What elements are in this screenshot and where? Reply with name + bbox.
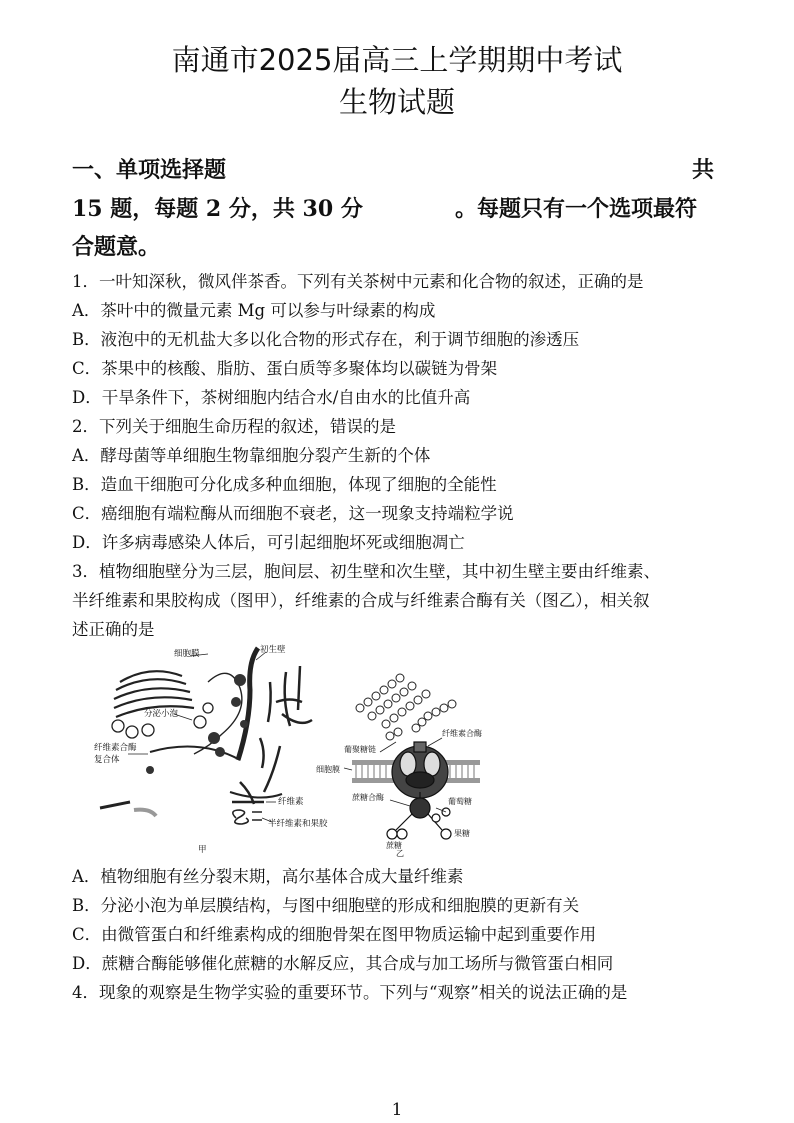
label-synthase-complex-1: 纤维素合酶 — [94, 743, 137, 753]
label-glucan-chain: 葡聚糖链 — [344, 745, 376, 754]
option-b: B．造血干细胞可分化成多种血细胞，体现了细胞的全能性 — [72, 475, 497, 494]
option-a: A．酵母菌等单细胞生物靠细胞分裂产生新的个体 — [72, 446, 431, 465]
label-hemicellulose-pectin: 半纤维素和果胶 — [268, 819, 328, 829]
cellulose-synthase-protein — [392, 742, 448, 798]
option-b: B．液泡中的无机盐大多以化合物的形式存在，利于调节细胞的渗透压 — [72, 330, 580, 349]
section-instruction-part2: 。每题只有一个选项最符 — [455, 196, 698, 222]
question-stem: 述正确的是 — [72, 620, 155, 639]
section-instruction-part3: 合题意。 — [72, 234, 161, 260]
question-stem: 3．植物细胞壁分为三层，胞间层、初生壁和次生壁，其中初生壁主要由纤维素、 — [72, 562, 660, 581]
sucrose-synthase — [387, 792, 451, 839]
question-stem: 4．现象的观察是生物学实验的重要环节。下列与“观察”相关的说法正确的是 — [72, 983, 628, 1002]
option-d: D．干旱条件下，茶树细胞内结合水/自由水的比值升高 — [72, 388, 471, 407]
question-stem: 半纤维素和果胶构成（图甲），纤维素的合成与纤维素合酶有关（图乙），相关叙 — [72, 591, 650, 610]
section-heading-tail: 共 — [692, 157, 715, 183]
label-vesicle: 分泌小泡 — [144, 709, 179, 719]
option-a: A．茶叶中的微量元素 Mg 可以参与叶绿素的构成 — [72, 301, 436, 320]
exam-title: 南通市2025届高三上学期期中考试 — [171, 43, 623, 77]
subject-title: 生物试题 — [338, 85, 455, 119]
option-d: D．许多病毒感染人体后，可引起细胞坏死或细胞凋亡 — [72, 533, 465, 552]
option-c: C．由微管蛋白和纤维素构成的细胞骨架在图甲物质运输中起到重要作用 — [72, 925, 597, 944]
option-c: C．茶果中的核酸、脂肪、蛋白质等多聚体均以碳链为骨架 — [72, 359, 498, 378]
hemicellulose-squiggle — [233, 810, 248, 824]
label-sucrose-synthase: 蔗糖合酶 — [352, 793, 384, 802]
label-sucrose: 蔗糖 — [386, 841, 402, 850]
option-a: A．植物细胞有丝分裂末期，高尔基体合成大量纤维素 — [72, 867, 464, 886]
option-c: C．癌细胞有端粒酶从而细胞不衰老，这一现象支持端粒学说 — [72, 504, 514, 523]
label-cellulose-synthase: 纤维素合酶 — [442, 729, 482, 738]
label-fructose: 果糖 — [454, 829, 470, 838]
label-yi-membrane: 细胞膜 — [316, 765, 340, 774]
page-number: 1 — [391, 1100, 403, 1120]
label-synthase-complex-2: 复合体 — [94, 755, 120, 765]
caption-jia: 甲 — [198, 845, 207, 855]
caption-yi: 乙 — [396, 849, 404, 858]
figure-cell-wall — [90, 642, 510, 858]
label-glucose: 葡萄糖 — [448, 797, 472, 806]
option-b: B．分泌小泡为单层膜结构，与图中细胞壁的形成和细胞膜的更新有关 — [72, 896, 580, 915]
question-stem: 2．下列关于细胞生命历程的叙述，错误的是 — [72, 417, 396, 436]
question-stem: 1．一叶知深秋，微风伴茶香。下列有关茶树中元素和化合物的叙述，正确的是 — [72, 272, 644, 291]
label-cellulose: 纤维素 — [278, 797, 304, 807]
section-instruction-part1: 15 题，每题 2 分，共 30 分 — [72, 196, 363, 222]
label-cell-membrane: 细胞膜 — [174, 649, 200, 659]
option-d: D．蔗糖合酶能够催化蔗糖的水解反应，其合成与加工场所与微管蛋白相同 — [72, 954, 614, 973]
section-heading: 一、单项选择题 — [72, 157, 227, 183]
figure-yi — [344, 674, 480, 839]
label-primary-wall: 初生壁 — [260, 645, 286, 655]
glucan-chains — [356, 674, 456, 740]
